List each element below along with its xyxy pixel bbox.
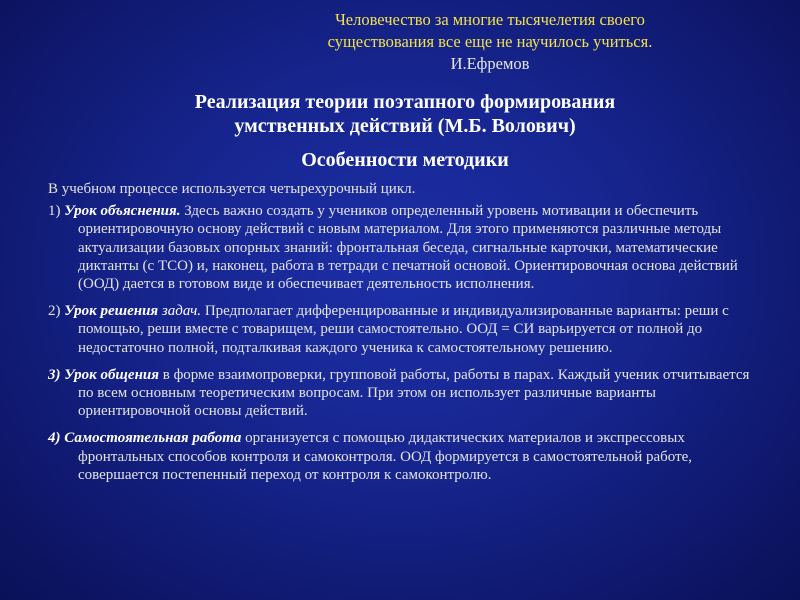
intro-text: В учебном процессе используется четырехурочный цикл. [48, 181, 416, 197]
epigraph [250, 9, 730, 75]
item-lead: Урок общения [64, 366, 159, 383]
item-lead-tail: задач. [158, 303, 202, 320]
list-item-3 [48, 366, 763, 421]
epigraph-line-1: Человечество за многие тысячелетия своего [335, 10, 645, 29]
item-number: 1) [48, 203, 65, 220]
item-text: Предполагает дифференцированные и индивидуализированные варианты: реши с помощью, реши вместе с товарищем, реши самостоятельно. ООД = СИ варьируется от полной до недостаточно полной, подталкивая каждого ученика к самостоятельному решению. [78, 303, 729, 356]
body-content [48, 180, 763, 484]
item-lead: Самостоятельная работа [64, 430, 242, 447]
item-number: 3) [48, 366, 65, 383]
item-text: Здесь важно создать у учеников определенный уровень мотивации и обеспечить ориентировочную основу действий с новым материалом. Для этого применяются различные методы актуализации базовых опорных знаний: фронтальная беседа, сигнальные карточки, математические диктанты (с ТСО) и, наконец, работа в тетради с печатной основой. Ориентировочная основа действий (ООД) дается в готовом виде и обеспечивает деятельность исполнения. [78, 203, 738, 293]
item-lead: Урок объяснения. [64, 203, 181, 220]
epigraph-line-2: существования все еще не научилось учиться. [327, 32, 653, 51]
item-text: организуется с помощью дидактических материалов и экспрессовых фронтальных способов контроля и самоконтроля. ООД формируется в самостоятельной работе, совершается постепенный переход от контроля к самоконтролю. [78, 430, 693, 483]
slide-title [60, 90, 750, 138]
list-item-1 [48, 202, 763, 293]
item-number: 2) [48, 303, 65, 320]
slide-subtitle: Особенности методики [301, 149, 509, 171]
item-number: 4) [48, 430, 65, 447]
slide-title-line-1: Реализация теории поэтапного формирования [194, 91, 616, 113]
list-item-4 [48, 429, 763, 484]
slide-title-line-2: умственных действий (М.Б. Волович) [234, 115, 576, 137]
item-text: в форме взаимопроверки, групповой работы, работы в парах. Каждый ученик отчитывается по всем основным теоретическим вопросам. При этом он использует различные варианты ориентировочной основы действий. [78, 366, 750, 420]
item-lead: Урок решения [64, 303, 159, 320]
list-item-2 [48, 302, 763, 357]
epigraph-author: И.Ефремов [450, 54, 530, 73]
